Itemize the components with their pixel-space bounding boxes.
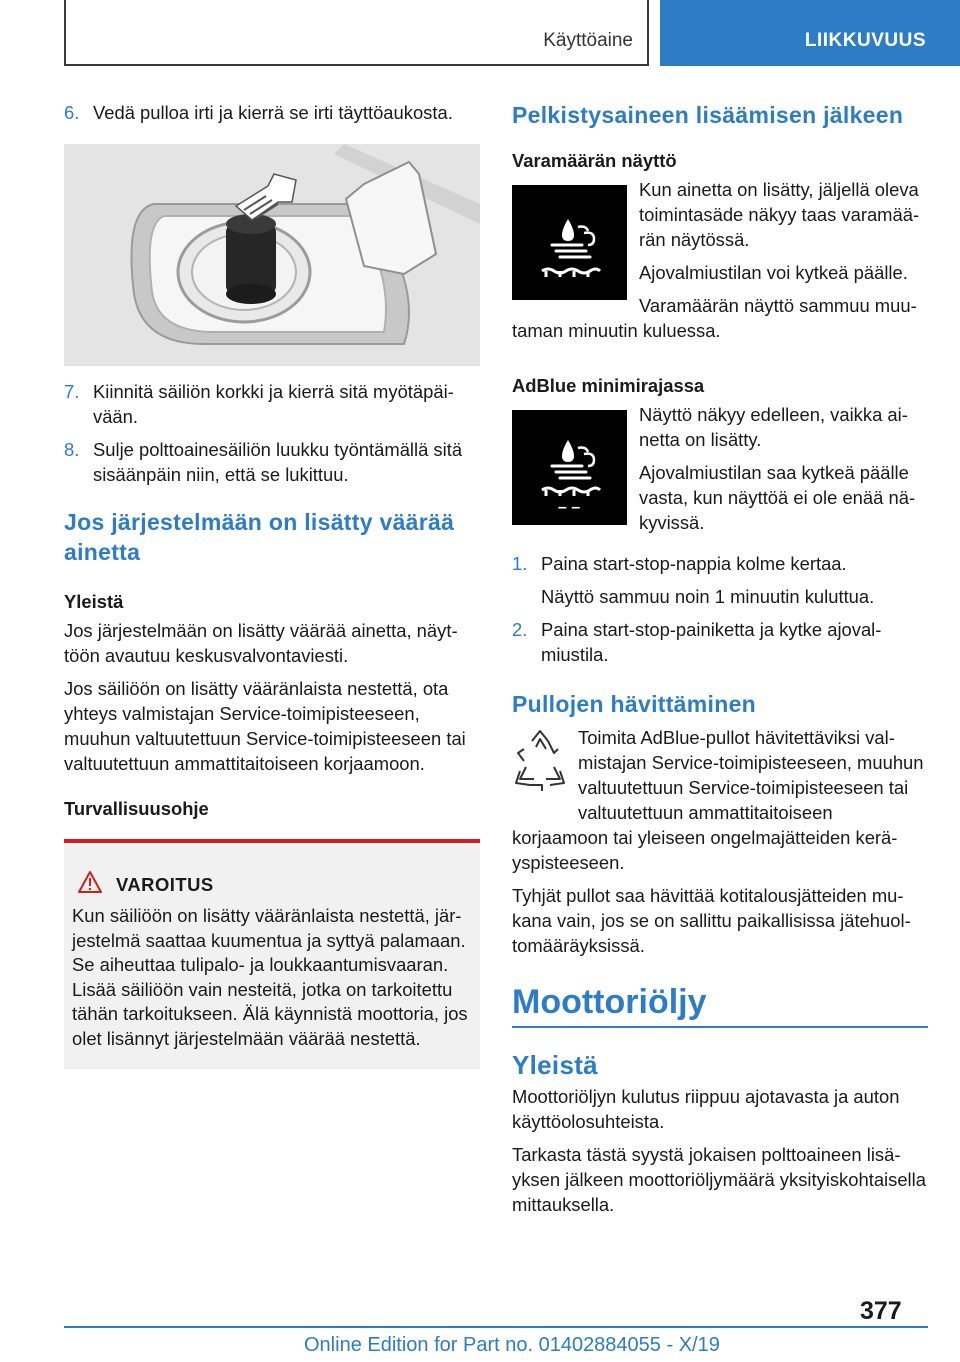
step-7 (64, 379, 480, 429)
paragraph: Varamäärän näyttö sammuu muutaman minuutin kuluessa. (512, 295, 917, 341)
header-section-title: Käyttöaine (543, 30, 633, 51)
paragraph: Moottoriöljyn kulutus riippuu ajotavasta ja auton käyttöolosuhteista. (512, 1086, 900, 1132)
header-chapter-tab (660, 0, 960, 66)
step-number: 8. (64, 439, 80, 460)
step-6 (64, 100, 480, 125)
section-heading-oil-general: Yleistä (512, 1050, 598, 1080)
subheading-range-display: Varamäärän näyttö (512, 150, 677, 171)
page-number: 377 (860, 1297, 902, 1325)
footer-rule (64, 1326, 928, 1328)
step-text: Paina start-stop-painiketta ja kytke ajovalmiustila. (541, 619, 882, 665)
paragraph: Ajovalmiustilan voi kytkeä päälle. (639, 262, 908, 283)
subheading-adblue-minimum: AdBlue minimirajassa (512, 375, 705, 396)
step-text: Kiinnitä säiliön korkki ja kierrä sitä myötäpäivään. (93, 381, 454, 427)
right-column (512, 100, 928, 1225)
step-text: Vedä pulloa irti ja kierrä se irti täyttöaukosta. (93, 102, 453, 123)
step-number: 6. (64, 102, 80, 123)
paragraph: Jos järjestelmään on lisätty väärää ainetta, näyttöön avautuu keskusvalvontaviesti. (64, 620, 458, 666)
paragraph: Tyhjät pullot saa hävittää kotitalousjätteiden mukana vain, jos se on sallittu paikallisissa jätehuoltomääräyksissä. (512, 885, 911, 956)
adblue-minimum-icon (512, 410, 627, 525)
header-section-tab (64, 0, 649, 66)
warning-text: Kun säiliöön on lisätty vääränlaista nestettä, järjestelmä saattaa kuumentua ja syttyä palamaan. Se aiheuttaa tulipalo- ja loukkaantumisvaaran. Lisää säiliöön vain nesteitä, jotka on tarkoitettu tähän tarkoitukseen. Älä käynnistä moottoria, jos olet lisännyt järjestelmään väärää nestettä. (72, 905, 468, 1049)
paragraph: Tarkasta tästä syystä jokaisen polttoaineen lisäyksen jälkeen moottoriöljymäärä yksityiskohtaisella mittauksella. (512, 1144, 926, 1215)
paragraph: Toimita AdBlue-pullot hävitettäviksi valmistajan Service-toimipisteeseen, muuhun valtuutettuun Service-toimipisteeseen tai valtuutettuun ammattitaitoiseen korjaamoon tai yleiseen ongelmajätteiden keräyspisteeseen. (512, 727, 924, 873)
left-column (64, 100, 480, 1069)
step-note: Näyttö sammuu noin 1 minuutin kuluttua. (541, 586, 875, 607)
paragraph: Kun ainetta on lisätty, jäljellä oleva toimintasäde näkyy taas varamäärän näytössä. (639, 179, 920, 250)
step-8 (64, 437, 480, 487)
step-number: 2. (512, 619, 528, 640)
warning-title: VAROITUS (116, 873, 214, 895)
step-text: Sulje polttoainesäiliön luukku työntämällä sitä sisäänpäin niin, että se lukittuu. (93, 439, 463, 485)
subheading-safety: Turvallisuusohje (64, 798, 209, 819)
recycle-icon (512, 727, 568, 797)
min-indicator-dashes: – – (557, 499, 581, 516)
step-1 (512, 551, 928, 576)
step-number: 1. (512, 553, 528, 574)
filler-neck-illustration (64, 144, 480, 366)
subheading-general: Yleistä (64, 591, 124, 612)
filler-neck-photo (64, 144, 480, 366)
paragraph: Ajovalmiustilan saa kytkeä päälle vasta, kun näyttöä ei ole enää näkyvissä. (639, 462, 916, 533)
warning-triangle-icon (78, 871, 102, 898)
section-heading-wrong-fluid: Jos järjestelmään on lisätty väärää ainetta (64, 509, 455, 565)
step-2 (512, 617, 928, 667)
paragraph: Näyttö näkyy edelleen, vaikka ainetta on lisätty. (639, 404, 908, 450)
step-number: 7. (64, 381, 80, 402)
header-chapter-title: LIIKKUVUUS (804, 30, 926, 51)
paragraph: Jos säiliöön on lisätty vääränlaista nestettä, ota yhteys valmistajan Service-toimipisteeseen, muuhun valtuutettuun Service-toimipisteeseen tai valtuutettuun ammattitaitoiseen korjaamoon. (64, 678, 466, 774)
section-heading-disposal: Pullojen hävittäminen (512, 691, 757, 717)
adblue-range-icon (512, 185, 627, 300)
warning-box (64, 839, 480, 1069)
footer-edition: Online Edition for Part no. 01402884055 - X/19 (304, 1334, 720, 1356)
section-heading-after-adding: Pelkistysaineen lisäämisen jälkeen (512, 102, 904, 128)
chapter-heading-engine-oil: Moottoriöljy (512, 982, 928, 1028)
step-text: Paina start-stop-nappia kolme kertaa. (541, 553, 847, 574)
